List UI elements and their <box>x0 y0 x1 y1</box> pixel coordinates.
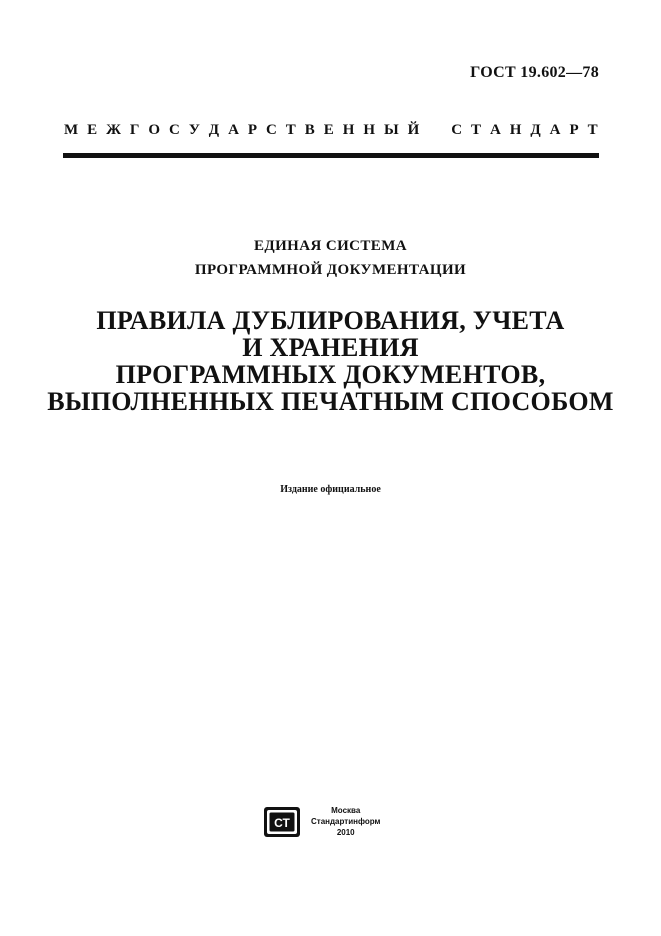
doc-number: ГОСТ 19.602—78 <box>470 64 599 81</box>
system-title-line-2: ПРОГРАММНОЙ ДОКУМЕНТАЦИИ <box>194 262 467 278</box>
standartinform-logo-icon <box>263 806 301 838</box>
heading-letter: В <box>304 122 315 138</box>
heading-letter: Ж <box>106 122 121 138</box>
heading-letter: Т <box>285 122 296 138</box>
heading-letter: Д <box>530 122 541 138</box>
publisher-city: Москва <box>331 806 361 815</box>
publisher-name: Стандартинформ <box>311 817 381 826</box>
heading-letter: Н <box>363 122 375 138</box>
heading-letter: Н <box>509 122 522 138</box>
heading-letter: А <box>549 122 561 138</box>
system-title-line-1: ЕДИНАЯ СИСТЕМА <box>253 238 407 254</box>
standard-type-heading <box>64 122 598 139</box>
heading-letter: О <box>148 122 161 138</box>
main-title-line-4: ВЫПОЛНЕННЫХ ПЕЧАТНЫМ СПОСОБОМ <box>47 387 614 416</box>
system-title <box>0 234 661 282</box>
heading-letter: С <box>169 122 180 138</box>
heading-letter: Т <box>587 122 598 138</box>
main-title-line-2: И ХРАНЕНИЯ <box>242 333 419 362</box>
heading-letter: У <box>188 122 200 138</box>
edition-note: Издание официальное <box>280 484 381 495</box>
heading-letter: А <box>489 122 501 138</box>
heading-letter: Р <box>247 122 258 138</box>
heading-letter: Н <box>342 122 355 138</box>
heading-letter: Ы <box>383 122 399 138</box>
heading-letter: Д <box>208 122 220 138</box>
publisher-year: 2010 <box>336 828 355 837</box>
heading-letter: Р <box>569 122 579 138</box>
logo-lettering: СТ <box>274 815 290 830</box>
main-title <box>0 307 661 415</box>
main-title-line-3: ПРОГРАММНЫХ ДОКУМЕНТОВ, <box>115 360 546 389</box>
heading-letter: Й <box>407 122 420 138</box>
word-gap <box>428 122 442 139</box>
publisher-text <box>311 805 380 838</box>
heading-letter: С <box>451 122 463 138</box>
main-title-line-1: ПРАВИЛА ДУБЛИРОВАНИЯ, УЧЕТА <box>96 306 565 335</box>
heading-letter: Г <box>129 122 140 138</box>
heading-letter: М <box>64 122 79 138</box>
heading-letter: Е <box>323 122 334 138</box>
heading-letter: А <box>228 122 239 138</box>
heading-letter: Т <box>471 122 482 138</box>
heading-letter: С <box>265 122 277 138</box>
top-rule <box>63 153 599 158</box>
publisher-block <box>263 805 380 838</box>
heading-letter: Е <box>87 122 98 138</box>
